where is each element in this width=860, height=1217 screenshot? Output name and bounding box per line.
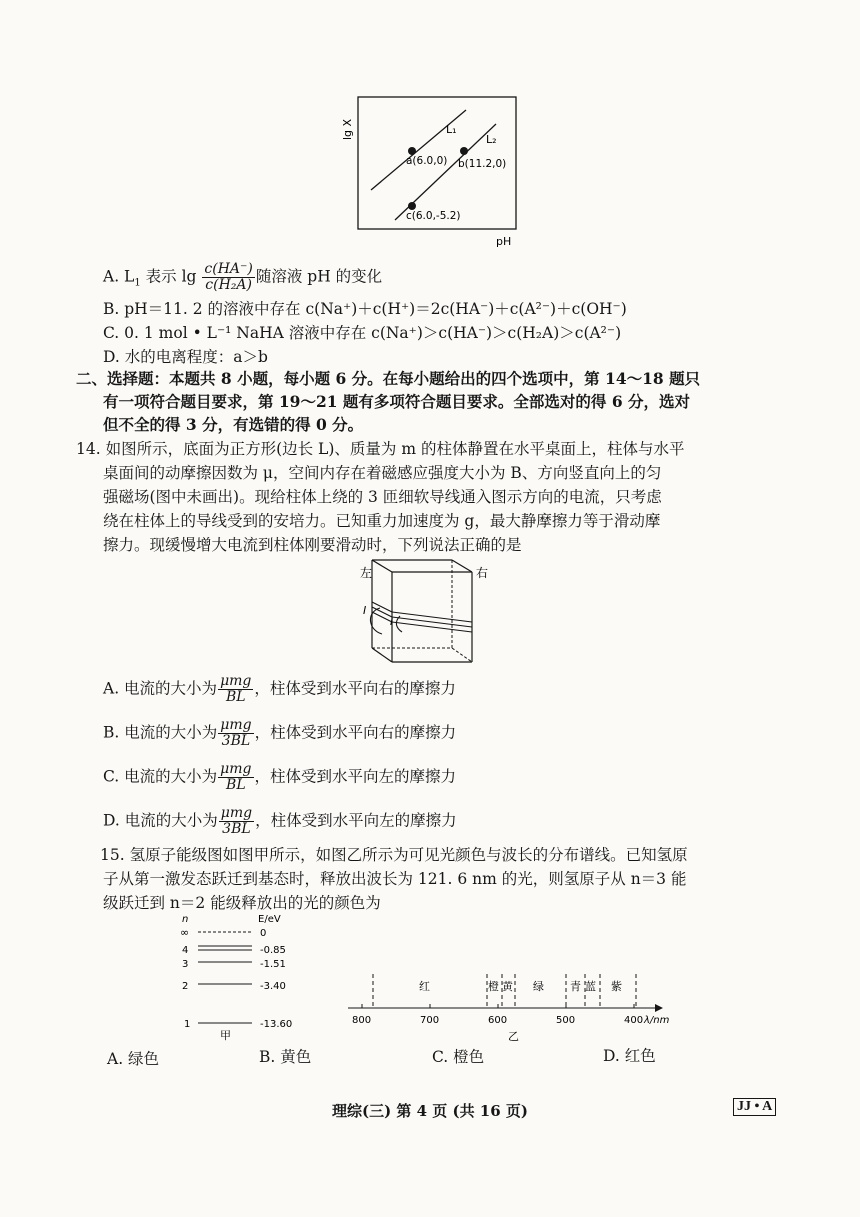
level-e-3: -1.51 <box>260 959 286 970</box>
point-b-label: b(11.2,0) <box>458 158 507 170</box>
paper-code-badge: JJ • A <box>733 1098 776 1116</box>
energy-level-diagram <box>178 912 308 1042</box>
q14-line-2: 桌面间的动摩擦因数为 μ，空间内存在着磁感应强度大小为 B、方向竖直向上的匀 <box>103 464 662 482</box>
level-e-4: -0.85 <box>260 945 286 956</box>
q15-line-3: 级跃迁到 n＝2 能级释放出的光的颜色为 <box>103 894 381 912</box>
q15-option-c: C. 橙色 <box>432 1048 485 1066</box>
q15-line-1: 15. 氢原子能级图如图甲所示，如图乙所示为可见光颜色与波长的分布谱线。已知氢原 <box>100 846 688 864</box>
column-coil-figure <box>360 550 500 672</box>
band-cyan: 青 <box>570 980 581 993</box>
q13-option-d: D. 水的电离程度：a＞b <box>103 348 268 366</box>
tick-500: 500 <box>556 1015 576 1026</box>
q14-line-4: 绕在柱体上的导线受到的安培力。已知重力加速度为 g，最大静摩擦力等于滑动摩 <box>103 512 661 530</box>
q15-line-2: 子从第一激发态跃迁到基态时，释放出波长为 121. 6 nm 的光，则氢原子从 n＝3 能 <box>103 870 687 888</box>
current-label-outer: I <box>363 604 367 617</box>
band-orange: 橙 <box>488 980 499 993</box>
tick-600: 600 <box>488 1015 508 1026</box>
q14-line-3: 强磁场(图中未画出)。现给柱体上绕的 3 匝细软导线通入图示方向的电流，只考虑 <box>103 488 662 506</box>
page-footer: 理综(三) 第 4 页 (共 16 页) <box>331 1102 529 1120</box>
point-c-label: c(6.0,-5.2) <box>406 210 461 222</box>
q13-option-c: C. 0. 1 mol • L⁻¹ NaHA 溶液中存在 c(Na⁺)＞c(HA⁻)＞c(H₂A)＞c(A²⁻) <box>103 324 622 342</box>
q14-line-1: 14. 如图所示，底面为正方形(边长 L)、质量为 m 的柱体静置在水平桌面上，柱体与水平 <box>76 440 685 458</box>
band-yellow: 黄 <box>502 980 513 993</box>
lgx-ph-chart <box>338 92 523 252</box>
band-blue: 蓝 <box>585 980 596 993</box>
level-n-2: 2 <box>182 981 189 992</box>
axis-unit-lambda: λ/nm <box>644 1015 670 1026</box>
tick-800: 800 <box>352 1015 372 1026</box>
section-header-line-3: 但不全的得 3 分，有选错的得 0 分。 <box>103 415 364 434</box>
series-label-L1: L₁ <box>446 123 457 136</box>
diagram-label-jia: 甲 <box>220 1029 231 1042</box>
series-line-L1 <box>371 110 466 190</box>
level-e-1: -13.60 <box>260 1019 293 1030</box>
level-n-4: 4 <box>182 945 189 956</box>
q14-option-c: C. 电流的大小为 $\frac{\text{μmg}}{BL}$ ，柱体受到水平向左的摩擦力 <box>103 761 457 793</box>
level-e-inf: 0 <box>260 928 267 939</box>
q14-option-a: A. 电流的大小为 $\frac{\text{μmg}}{BL}$ ，柱体受到水平向右的摩擦力 <box>103 673 456 705</box>
q13-option-b: B. pH＝11. 2 的溶液中存在 c(Na⁺)＋c(H⁺)＝2c(HA⁻)＋c(A²⁻)＋c(OH⁻) <box>103 300 627 318</box>
level-n-inf: ∞ <box>180 926 190 939</box>
point-a <box>408 147 416 155</box>
level-e-2: -3.40 <box>260 981 286 992</box>
figure-label-right: 右 <box>476 566 489 580</box>
q13-option-a: A. $L_1$ 表示 lg $\frac{c(HA^-)}{\text{c(H₂A)}}$ 随溶液 pH 的变化 <box>103 261 383 293</box>
q15-option-a: A. 绿色 <box>107 1050 160 1068</box>
section-header-line-1: 二、选择题：本题共 8 小题，每小题 6 分。在每小题给出的四个选项中，第 14～18 题只 <box>76 369 701 388</box>
section-header-line-2: 有一项符合题目要求，第 19～21 题有多项符合题目要求。全部选对的得 6 分，选对 <box>103 392 691 411</box>
q15-option-b: B. 黄色 <box>259 1048 312 1066</box>
point-a-label: a(6.0,0) <box>406 155 448 167</box>
current-label-inner: I <box>390 617 393 628</box>
q15-option-d: D. 红色 <box>603 1047 656 1065</box>
series-label-L2: L₂ <box>486 133 497 146</box>
band-green: 绿 <box>533 980 544 993</box>
band-violet: 紫 <box>611 980 622 993</box>
figure-label-left: 左 <box>360 566 373 580</box>
level-n-1: 1 <box>184 1019 191 1030</box>
q14-option-d: D. 电流的大小为 $\frac{\text{μmg}}{3BL}$ ，柱体受到水平向左的摩擦力 <box>103 805 457 837</box>
chart-xlabel: pH <box>496 235 512 248</box>
chart-ylabel: lg X <box>341 118 354 140</box>
band-red: 红 <box>419 980 430 993</box>
tick-400: 400 <box>624 1015 644 1026</box>
point-c <box>408 202 416 210</box>
spectrum-diagram <box>340 966 690 1044</box>
q14-line-5: 擦力。现缓慢增大电流到柱体刚要滑动时，下列说法正确的是 <box>103 536 522 554</box>
level-col-e: E/eV <box>258 914 281 925</box>
level-n-3: 3 <box>182 959 189 970</box>
point-b <box>460 147 468 155</box>
tick-700: 700 <box>420 1015 440 1026</box>
diagram-label-yi: 乙 <box>508 1030 519 1043</box>
level-col-n: n <box>182 914 189 925</box>
q14-option-b: B. 电流的大小为 $\frac{\text{μmg}}{3BL}$ ，柱体受到水平向右的摩擦力 <box>103 717 457 749</box>
